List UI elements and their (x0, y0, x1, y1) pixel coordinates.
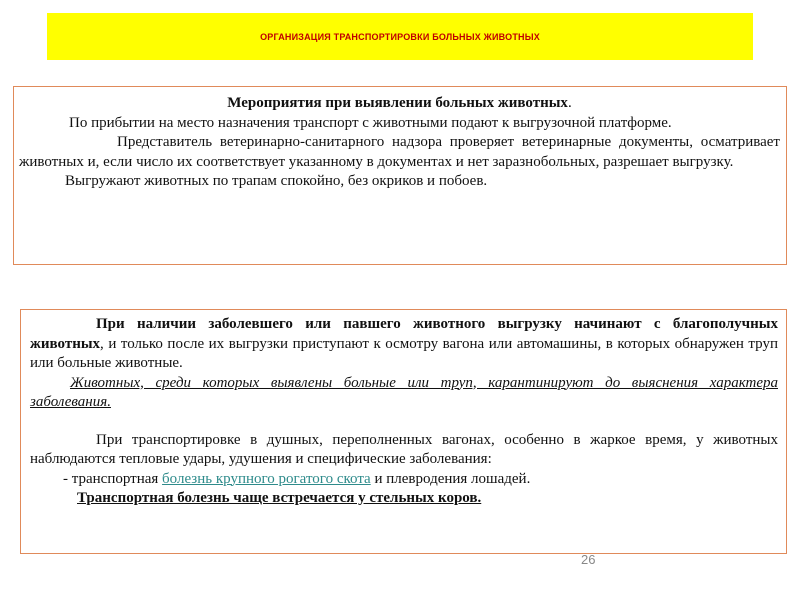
section-heading-text: Мероприятия при выявлении больных животных (227, 95, 568, 111)
paragraph-pregnant-cows (30, 489, 778, 509)
section-heading (19, 94, 780, 114)
section-sick-animals (20, 309, 787, 554)
title-banner (47, 13, 753, 60)
transport-disease-suffix: и плевродения лошадей. (370, 470, 531, 487)
page-title: ОРГАНИЗАЦИЯ ТРАНСПОРТИРОВКИ БОЛЬНЫХ ЖИВОТНЫХ (260, 31, 540, 42)
section-heading-period: . (567, 95, 572, 111)
cattle-disease-link[interactable]: болезнь крупного рогатого скота (162, 470, 371, 487)
paragraph-gap (30, 413, 778, 431)
paragraph-transport-conditions: При транспортировке в душных, переполненных вагонах, особенно в жаркое время, у животных наблюдаются тепловые удары, удушения и специфические заболевания: (30, 431, 778, 467)
paragraph-inspection: Представитель ветеринарно-санитарного надзора проверяет ветеринарные документы, осматривает животных и, если число их соответствует указанному в документах и нет заразнобольных, разрешает выгрузку. (19, 134, 780, 170)
paragraph-arrival: По прибытии на место назначения транспорт с животными подают к выгрузочной платформе. (69, 114, 672, 131)
paragraph-sick-unloading-rest: , и только после их выгрузки приступают к осмотру вагона или автомашины, в которых обнаружен труп или больные животные. (30, 335, 778, 371)
page-number: 26 (581, 552, 596, 567)
paragraph-quarantine (30, 374, 778, 413)
quarantine-text: Животных, среди которых выявлены больные или труп, карантинируют до выяснения характера заболевания. (30, 374, 778, 410)
paragraph-sick-unloading-bold: При наличии заболевшего или павшего животного выгрузку начинают с благополучных животных (30, 316, 778, 352)
pregnant-cows-text: Транспортная болезнь чаще встречается у стельных коров. (77, 490, 482, 506)
section-unloading-measures (13, 86, 787, 265)
transport-disease-prefix: - транспортная (63, 470, 163, 487)
paragraph-transport-disease (30, 470, 778, 490)
paragraph-unloading: Выгружают животных по трапам спокойно, без окриков и побоев. (65, 173, 488, 189)
paragraph-sick-unloading (30, 315, 778, 374)
